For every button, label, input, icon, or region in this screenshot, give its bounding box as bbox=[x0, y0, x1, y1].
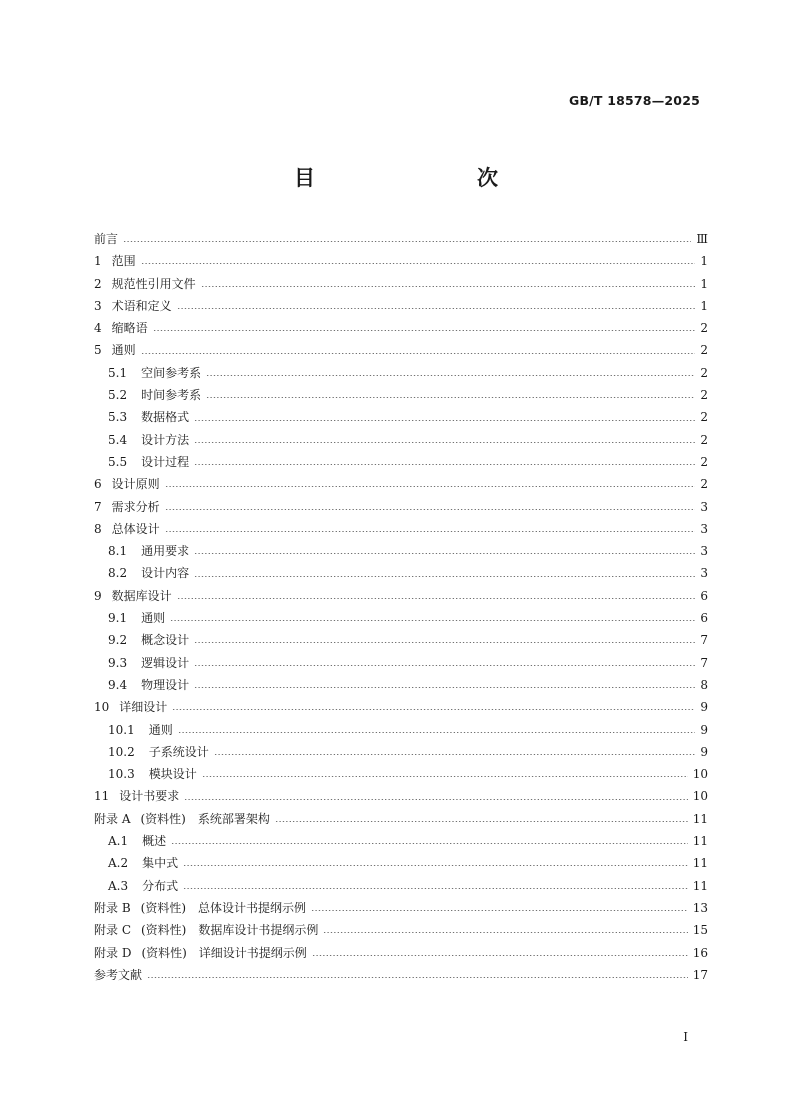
toc-entry-text: 概述 bbox=[142, 834, 167, 849]
toc-entry-number: 5.2 bbox=[108, 388, 128, 403]
toc-entry-text: 缩略语 bbox=[111, 321, 148, 336]
toc-entry-text: 物理设计 bbox=[141, 677, 190, 692]
toc-entry-page: 11 bbox=[692, 878, 708, 893]
toc-entry-label bbox=[108, 629, 189, 651]
toc-entry-page: 3 bbox=[700, 521, 708, 536]
toc-entry-text: 前言 bbox=[94, 232, 119, 246]
toc-entry-label bbox=[108, 562, 189, 584]
toc-leader-dots bbox=[177, 598, 695, 599]
toc-entry-text: 通则 bbox=[148, 722, 173, 737]
toc-entry-text: (资料性) 总体设计书提纲示例 bbox=[140, 900, 307, 915]
toc-entry-number: 10.1 bbox=[108, 722, 135, 737]
toc-leader-dots bbox=[312, 955, 688, 956]
toc-entry-page: 2 bbox=[700, 321, 708, 336]
toc-entry-number: 8.2 bbox=[108, 566, 128, 581]
toc-entry-label bbox=[94, 518, 160, 540]
toc-entry-text: 通则 bbox=[141, 611, 166, 626]
toc-leader-dots bbox=[183, 865, 688, 866]
toc-entry[interactable] bbox=[94, 942, 708, 964]
toc-entry-page: 9 bbox=[700, 744, 708, 759]
toc-entry-label bbox=[108, 674, 189, 696]
toc-entry-page: 2 bbox=[700, 410, 708, 425]
toc-entry-number: 7 bbox=[94, 499, 102, 514]
toc-entry-text: 集中式 bbox=[142, 856, 179, 871]
toc-entry-number: 8 bbox=[94, 521, 102, 536]
toc-leader-dots bbox=[123, 241, 691, 242]
toc-entry-number: 10.3 bbox=[108, 767, 135, 782]
toc-entry-label bbox=[108, 763, 197, 785]
toc-entry-label bbox=[108, 741, 209, 763]
toc-entry-page: 2 bbox=[700, 432, 708, 447]
toc-entry-number: 5.4 bbox=[108, 432, 128, 447]
toc-entry-label bbox=[108, 540, 189, 562]
toc-entry-text: 总体设计 bbox=[111, 521, 160, 536]
toc-entry-page: 17 bbox=[692, 967, 708, 982]
toc-entry[interactable] bbox=[94, 964, 708, 986]
toc-entry-number: 8.1 bbox=[108, 544, 128, 559]
toc-entry-text: 参考文献 bbox=[94, 967, 143, 982]
toc-entry-label bbox=[108, 875, 178, 897]
toc-entry-number: 9.1 bbox=[108, 611, 128, 626]
toc-entry-page: 11 bbox=[692, 856, 708, 871]
toc-leader-dots bbox=[194, 420, 695, 421]
standard-code: GB/T 18578—2025 bbox=[568, 93, 700, 108]
toc-entry[interactable] bbox=[94, 629, 708, 651]
toc-entry[interactable] bbox=[94, 429, 708, 451]
toc-entry[interactable] bbox=[94, 808, 708, 830]
toc-entry[interactable] bbox=[94, 696, 708, 718]
toc-entry[interactable] bbox=[94, 317, 708, 339]
toc-entry[interactable] bbox=[94, 852, 708, 874]
toc-entry-page: 6 bbox=[700, 588, 708, 603]
toc-entry-label bbox=[94, 785, 179, 807]
toc-entry-label bbox=[108, 406, 189, 428]
toc-entry-text: 通则 bbox=[111, 343, 136, 358]
toc-entry-text: 设计过程 bbox=[141, 454, 190, 469]
toc-entry-label bbox=[108, 451, 189, 473]
page-number: I bbox=[683, 1030, 688, 1044]
toc-entry-text: 范围 bbox=[111, 254, 136, 269]
toc-entry-number: A.3 bbox=[108, 878, 129, 893]
toc-leader-dots bbox=[165, 531, 695, 532]
toc-leader-dots bbox=[183, 888, 688, 889]
toc-entry[interactable] bbox=[94, 451, 708, 473]
toc-entry[interactable] bbox=[94, 362, 708, 384]
toc-entry-page: 1 bbox=[700, 298, 708, 313]
toc-leader-dots bbox=[323, 932, 687, 933]
toc-entry-label bbox=[94, 228, 118, 250]
toc-entry-number: 10.2 bbox=[108, 744, 135, 759]
toc-entry-page: 2 bbox=[700, 365, 708, 380]
toc-entry-text: 概念设计 bbox=[141, 633, 190, 648]
toc-leader-dots bbox=[194, 665, 695, 666]
toc-entry-label bbox=[108, 429, 189, 451]
toc-entry[interactable] bbox=[94, 406, 708, 428]
toc-leader-dots bbox=[165, 509, 695, 510]
toc-entry-number: 5.1 bbox=[108, 365, 128, 380]
toc-entry[interactable] bbox=[94, 763, 708, 785]
toc-entry-label bbox=[94, 964, 142, 986]
toc-entry-page: 11 bbox=[692, 811, 708, 826]
toc-entry-label bbox=[94, 273, 196, 295]
toc-entry-text: 时间参考系 bbox=[141, 388, 202, 403]
toc-entry[interactable] bbox=[94, 719, 708, 741]
toc-entry-number: 附录 A bbox=[94, 811, 131, 826]
toc-entry-page: 1 bbox=[700, 254, 708, 269]
toc-entry[interactable] bbox=[94, 339, 708, 361]
toc-entry-page: 2 bbox=[700, 477, 708, 492]
toc-leader-dots bbox=[214, 754, 695, 755]
toc-leader-dots bbox=[184, 799, 687, 800]
toc-entry-page: Ⅲ bbox=[696, 232, 708, 246]
toc-entry[interactable] bbox=[94, 295, 708, 317]
toc-entry[interactable] bbox=[94, 540, 708, 562]
toc-entry-page: 2 bbox=[700, 454, 708, 469]
toc-entry-label bbox=[108, 362, 201, 384]
toc-entry-page: 16 bbox=[692, 945, 708, 960]
page-title: 目 次 bbox=[294, 166, 538, 190]
toc-entry[interactable] bbox=[94, 785, 708, 807]
toc-entry[interactable] bbox=[94, 919, 708, 941]
toc-leader-dots bbox=[201, 286, 695, 287]
toc-entry-page: 10 bbox=[692, 767, 708, 782]
toc-entry-number: 4 bbox=[94, 321, 102, 336]
toc-leader-dots bbox=[171, 843, 688, 844]
toc-leader-dots bbox=[206, 397, 695, 398]
toc-entry-text: 规范性引用文件 bbox=[111, 276, 196, 291]
toc-leader-dots bbox=[275, 821, 688, 822]
toc-entry-text: 设计原则 bbox=[111, 477, 160, 492]
toc-entry-page: 10 bbox=[692, 789, 708, 804]
toc-entry[interactable] bbox=[94, 897, 708, 919]
toc-entry-number: 5.5 bbox=[108, 454, 128, 469]
toc-leader-dots bbox=[194, 464, 695, 465]
toc-entry-number: 2 bbox=[94, 276, 102, 291]
toc-entry-text: 数据库设计 bbox=[111, 588, 172, 603]
toc-entry[interactable] bbox=[94, 585, 708, 607]
toc-entry-text: (资料性) 数据库设计书提纲示例 bbox=[141, 923, 319, 938]
toc-entry[interactable] bbox=[94, 652, 708, 674]
toc-entry-text: 设计书要求 bbox=[119, 789, 180, 804]
toc-leader-dots bbox=[311, 910, 688, 911]
toc-entry-label bbox=[94, 473, 160, 495]
toc-entry-page: 3 bbox=[700, 544, 708, 559]
toc-leader-dots bbox=[147, 977, 688, 978]
toc-entry-page: 7 bbox=[700, 633, 708, 648]
toc-entry[interactable] bbox=[94, 473, 708, 495]
toc-entry-text: 逻辑设计 bbox=[141, 655, 190, 670]
toc-entry-text: 分布式 bbox=[142, 878, 179, 893]
toc-entry[interactable] bbox=[94, 518, 708, 540]
toc-leader-dots bbox=[194, 642, 695, 643]
toc-entry[interactable] bbox=[94, 273, 708, 295]
toc-entry-text: 数据格式 bbox=[141, 410, 190, 425]
toc-leader-dots bbox=[141, 353, 695, 354]
toc-entry-label bbox=[94, 919, 318, 941]
toc-entry[interactable] bbox=[94, 674, 708, 696]
toc-entry[interactable] bbox=[94, 250, 708, 272]
toc-leader-dots bbox=[165, 486, 695, 487]
toc-entry-label bbox=[108, 384, 201, 406]
toc-leader-dots bbox=[194, 576, 695, 577]
toc-entry-text: 术语和定义 bbox=[111, 298, 172, 313]
toc-entry-number: 附录 C bbox=[94, 923, 131, 938]
toc-entry-label bbox=[94, 585, 172, 607]
toc-entry-text: (资料性) 详细设计书提纲示例 bbox=[141, 945, 307, 960]
toc-entry-number: A.2 bbox=[108, 856, 129, 871]
toc-entry-page: 3 bbox=[700, 566, 708, 581]
toc-entry-number: A.1 bbox=[108, 834, 129, 849]
toc-entry-number: 11 bbox=[94, 789, 110, 804]
toc-entry[interactable] bbox=[94, 607, 708, 629]
toc-entry[interactable] bbox=[94, 875, 708, 897]
toc-entry-page: 8 bbox=[700, 677, 708, 692]
toc-entry-text: 设计方法 bbox=[141, 432, 190, 447]
toc-leader-dots bbox=[172, 709, 695, 710]
toc-entry-text: 子系统设计 bbox=[148, 744, 209, 759]
toc-entry-page: 2 bbox=[700, 388, 708, 403]
toc-entry-label bbox=[108, 830, 166, 852]
toc-leader-dots bbox=[170, 620, 695, 621]
toc-entry-number: 9 bbox=[94, 588, 102, 603]
toc-leader-dots bbox=[206, 375, 695, 376]
toc-entry-number: 5.3 bbox=[108, 410, 128, 425]
toc-leader-dots bbox=[153, 330, 695, 331]
toc-entry-page: 7 bbox=[700, 655, 708, 670]
toc-entry-number: 6 bbox=[94, 477, 102, 492]
toc-entry-number: 5 bbox=[94, 343, 102, 358]
toc-entry-number: 3 bbox=[94, 298, 102, 313]
toc-entry-text: 详细设计 bbox=[119, 700, 168, 715]
toc-entry-label bbox=[108, 719, 173, 741]
toc-entry[interactable] bbox=[94, 496, 708, 518]
toc-entry-text: 需求分析 bbox=[111, 499, 160, 514]
toc-entry-label bbox=[108, 652, 189, 674]
toc-entry-number: 附录 B bbox=[94, 900, 131, 915]
toc-entry-page: 13 bbox=[692, 900, 708, 915]
toc-entry-label bbox=[108, 607, 165, 629]
toc-entry-label bbox=[94, 250, 136, 272]
toc-entry-text: 模块设计 bbox=[148, 767, 197, 782]
toc-entry[interactable] bbox=[94, 562, 708, 584]
toc-entry-page: 1 bbox=[700, 276, 708, 291]
toc-entry-page: 6 bbox=[700, 611, 708, 626]
toc-entry-number: 10 bbox=[94, 700, 110, 715]
toc-entry-text: 设计内容 bbox=[141, 566, 190, 581]
toc-entry[interactable] bbox=[94, 830, 708, 852]
toc-entry-label bbox=[94, 295, 172, 317]
toc-entry-page: 9 bbox=[700, 722, 708, 737]
toc-leader-dots bbox=[194, 687, 695, 688]
toc-entry-number: 附录 D bbox=[94, 945, 132, 960]
toc-leader-dots bbox=[141, 263, 695, 264]
toc-entry-label bbox=[94, 339, 136, 361]
toc-entry-label bbox=[94, 317, 148, 339]
toc-entry[interactable] bbox=[94, 741, 708, 763]
toc-entry-page: 11 bbox=[692, 834, 708, 849]
toc-entry-label bbox=[108, 852, 178, 874]
table-of-contents bbox=[94, 228, 708, 986]
toc-entry-label bbox=[94, 696, 167, 718]
toc-entry-label bbox=[94, 496, 160, 518]
toc-entry-label bbox=[94, 808, 270, 830]
toc-leader-dots bbox=[194, 442, 695, 443]
toc-entry-number: 9.2 bbox=[108, 633, 128, 648]
toc-entry[interactable] bbox=[94, 228, 708, 250]
toc-entry-page: 3 bbox=[700, 499, 708, 514]
toc-entry-text: 通用要求 bbox=[141, 544, 190, 559]
toc-entry-page: 9 bbox=[700, 700, 708, 715]
toc-entry-text: (资料性) 系统部署架构 bbox=[140, 811, 270, 826]
toc-leader-dots bbox=[194, 553, 695, 554]
toc-entry-text: 空间参考系 bbox=[141, 365, 202, 380]
toc-entry-label bbox=[94, 897, 306, 919]
toc-entry-number: 9.3 bbox=[108, 655, 128, 670]
toc-entry-label bbox=[94, 942, 307, 964]
toc-leader-dots bbox=[177, 308, 695, 309]
toc-leader-dots bbox=[202, 776, 688, 777]
toc-entry-number: 9.4 bbox=[108, 677, 128, 692]
toc-entry[interactable] bbox=[94, 384, 708, 406]
toc-leader-dots bbox=[178, 732, 695, 733]
toc-entry-page: 15 bbox=[692, 923, 708, 938]
toc-entry-page: 2 bbox=[700, 343, 708, 358]
toc-entry-number: 1 bbox=[94, 254, 102, 269]
